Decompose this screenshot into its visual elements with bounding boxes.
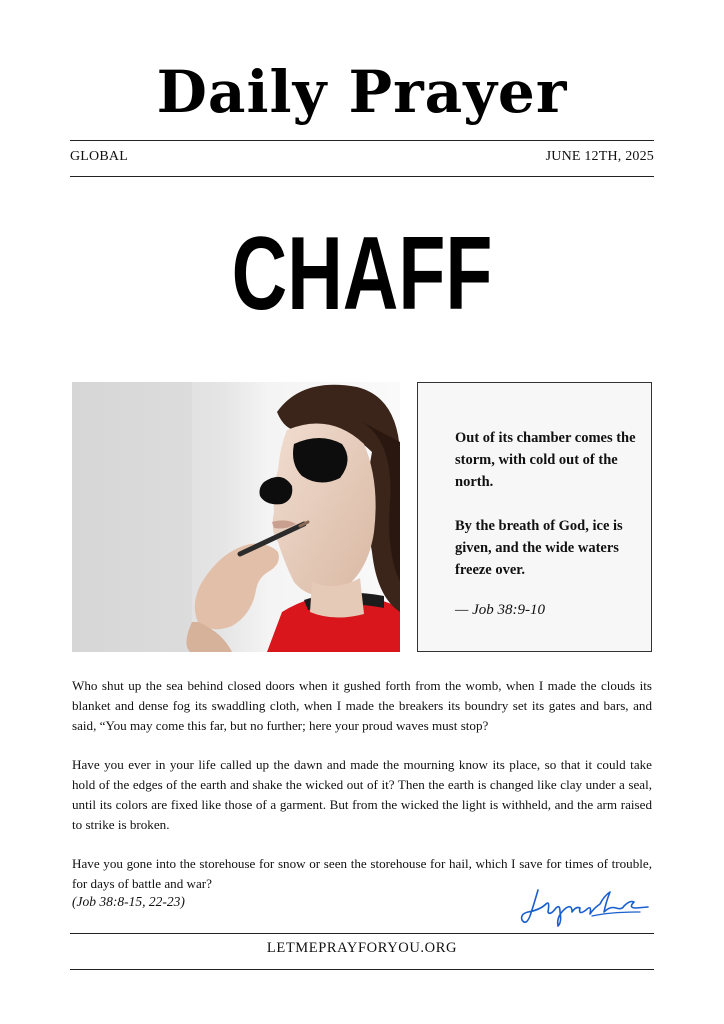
article-body [72,676,652,913]
pull-quote-stanza-2: By the breath of God, ice is given, and the wide waters freeze over. [455,518,623,578]
body-paragraph-2: Have you ever in your life called up the dawn and made the mourning know its place, so that it could take hold of the edges of the earth and shake the wicked out of it? Then the earth is changed like clay under a seal, until its colors are fixed like those of a garment. But from the wicked the light is withheld, and the arm raised to strike is broken. [72,757,652,832]
headline: CHAFF [231,216,493,332]
signature-image [520,882,650,928]
feature-photo [72,382,400,652]
scripture-reference: (Job 38:8-15, 22-23) [72,894,185,909]
body-paragraph-1: Who shut up the sea behind closed doors when it gushed forth from the womb, when I made the clouds its blanket and dense fog its swaddling cloth, when I made the breakers its boundry set its gates and bars, and said, “You may come this far, but no further; here your proud waves must stop? [72,678,652,733]
photo-illustration [72,382,400,652]
pull-quote-box [417,382,652,652]
dateline-divider [70,176,654,177]
masthead-title: Daily Prayer [156,58,568,126]
dateline [70,149,654,169]
top-divider [70,140,654,141]
dateline-date: JUNE 12TH, 2025 [545,149,654,164]
body-paragraph-3: Have you gone into the storehouse for snow or seen the storehouse for hail, which I save for times of trouble, for days of battle and war? [72,856,652,891]
pull-quote-citation: — Job 38:9-10 [455,602,545,618]
pull-quote-stanza-1: Out of its chamber comes the storm, with cold out of the north. [455,430,636,490]
dateline-location: GLOBAL [70,149,128,164]
footer-top-divider [70,933,654,934]
footer-bottom-divider [70,969,654,970]
pull-quote-text [455,427,645,603]
footer-url[interactable]: LETMEPRAYFORYOU.ORG [266,940,458,956]
